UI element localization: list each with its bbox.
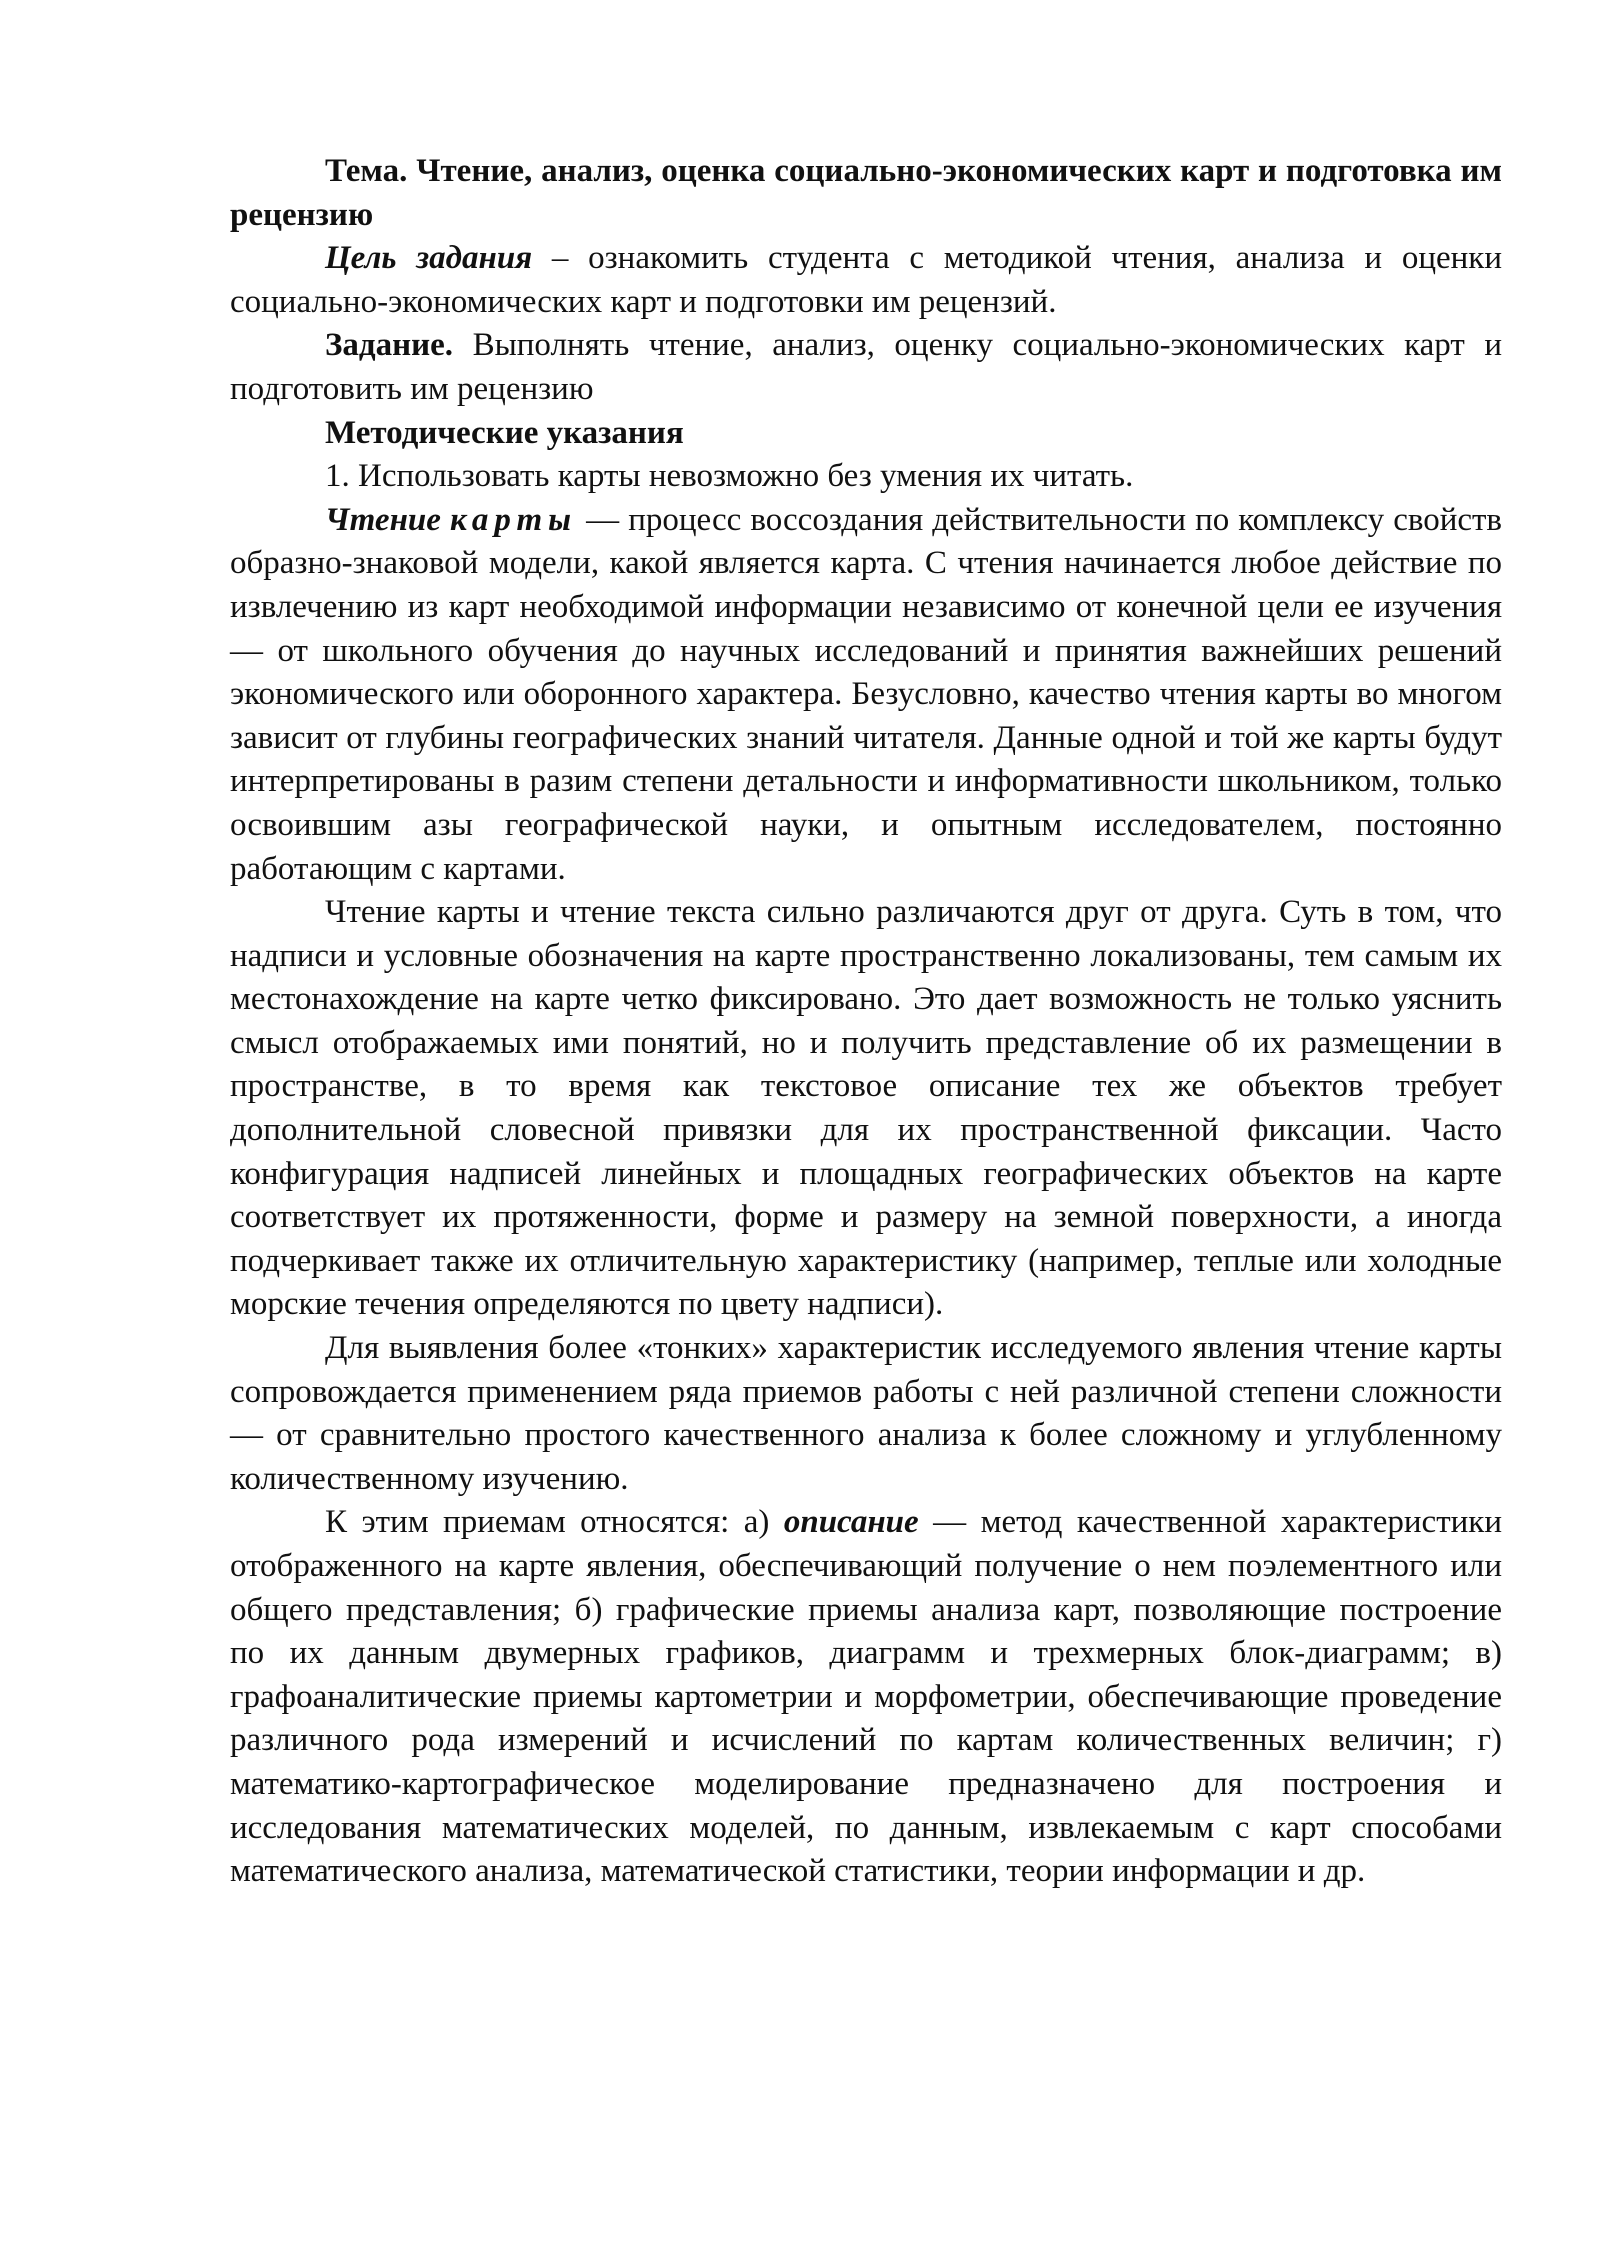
- methods-term: описание: [783, 1504, 919, 1541]
- goal-paragraph: [230, 237, 1502, 324]
- reading-definition-paragraph: [230, 499, 1502, 891]
- topic-paragraph: [230, 150, 1502, 237]
- task-text: Выполнять чтение, анализ, оценку социально-экономических карт и подготовить им рецензию: [230, 327, 1502, 407]
- goal-label: Цель задания: [325, 240, 533, 277]
- topic-label: Тема.: [325, 153, 408, 189]
- methods-text-before: К этим приемам относятся: а): [325, 1504, 784, 1541]
- text-vs-map-paragraph: Чтение карты и чтение текста сильно различаются друг от друга. Суть в том, что надписи и условные обозначения на карте пространственно локализованы, тем самым их местонахождение на карте четко фиксировано. Это дает возможность не только уяснить смысл отображаемых ими понятий, но и получить представление об их размещении в пространстве, в то время как текстовое описание тех же объектов требует дополнительной словесной привязки для их пространственной фиксации. Часто конфигурация надписей линейных и площадных географических объектов на карте соответствует их протяженности, форме и размеру на земной поверхности, а иногда подчеркивает также их отличительную характеристику (например, теплые или холодные морские течения определяются по цвету надписи).: [230, 894, 1502, 1323]
- task-paragraph: [230, 324, 1502, 411]
- reading-term-word1: Чтение: [325, 501, 441, 538]
- topic-text: Чтение, анализ, оценка социально-экономических карт и подготовка им рецензию: [230, 153, 1502, 233]
- methods-text-after: — метод качественной характеристики отображенного на карте явления, обеспечивающий получение о нем поэлементного или общего представления; б) графические приемы анализа карт, позволяющие построение по их данным двумерных графиков, диаграмм и трехмерных блок-диаграмм; в) графоаналитические приемы картометрии и морфометрии, обеспечивающие проведение различного рода измерений и исчислений по картам количественных величин; г) математико-картографическое моделирование предназначено для построения и исследования математических моделей, по данным, извлекаемым с карт способами математического анализа, математической статистики, теории информации и др.: [230, 1504, 1502, 1890]
- fine-features-paragraph: Для выявления более «тонких» характеристик исследуемого явления чтение карты сопровождается применением ряда приемов работы с ней различной степени сложности — от сравнительно простого качественного анализа к более сложному и углубленному количественному изучению.: [230, 1330, 1502, 1497]
- task-label: Задание.: [325, 327, 454, 364]
- reading-term-word2: карты: [449, 501, 578, 538]
- document-page: [230, 150, 1502, 1894]
- reading-definition-text: — процесс воссоздания действительности по комплексу свойств образно-знаковой модели, какой является карта. С чтения начинается любое действие по извлечению из карт необходимой информации независимо от конечной цели ее изучения — от школьного обучения до научных исследований и принятия важнейших решений экономического или оборонного характера. Безусловно, качество чтения карты во многом зависит от глубины географических знаний читателя. Данные одной и той же карты будут интерпретированы в разим степени детальности и информативности школьником, только освоившим азы географической науки, и опытным исследователем, постоянно работающим с картами.: [230, 501, 1503, 887]
- methods-paragraph: [230, 1501, 1502, 1893]
- goal-text: – ознакомить студента с методикой чтения, анализа и оценки социально-экономических карт и подготовки им рецензий.: [230, 240, 1502, 320]
- item-1-paragraph: 1. Использовать карты невозможно без умения их читать.: [325, 458, 1134, 495]
- section-heading: Методические указания: [325, 414, 684, 451]
